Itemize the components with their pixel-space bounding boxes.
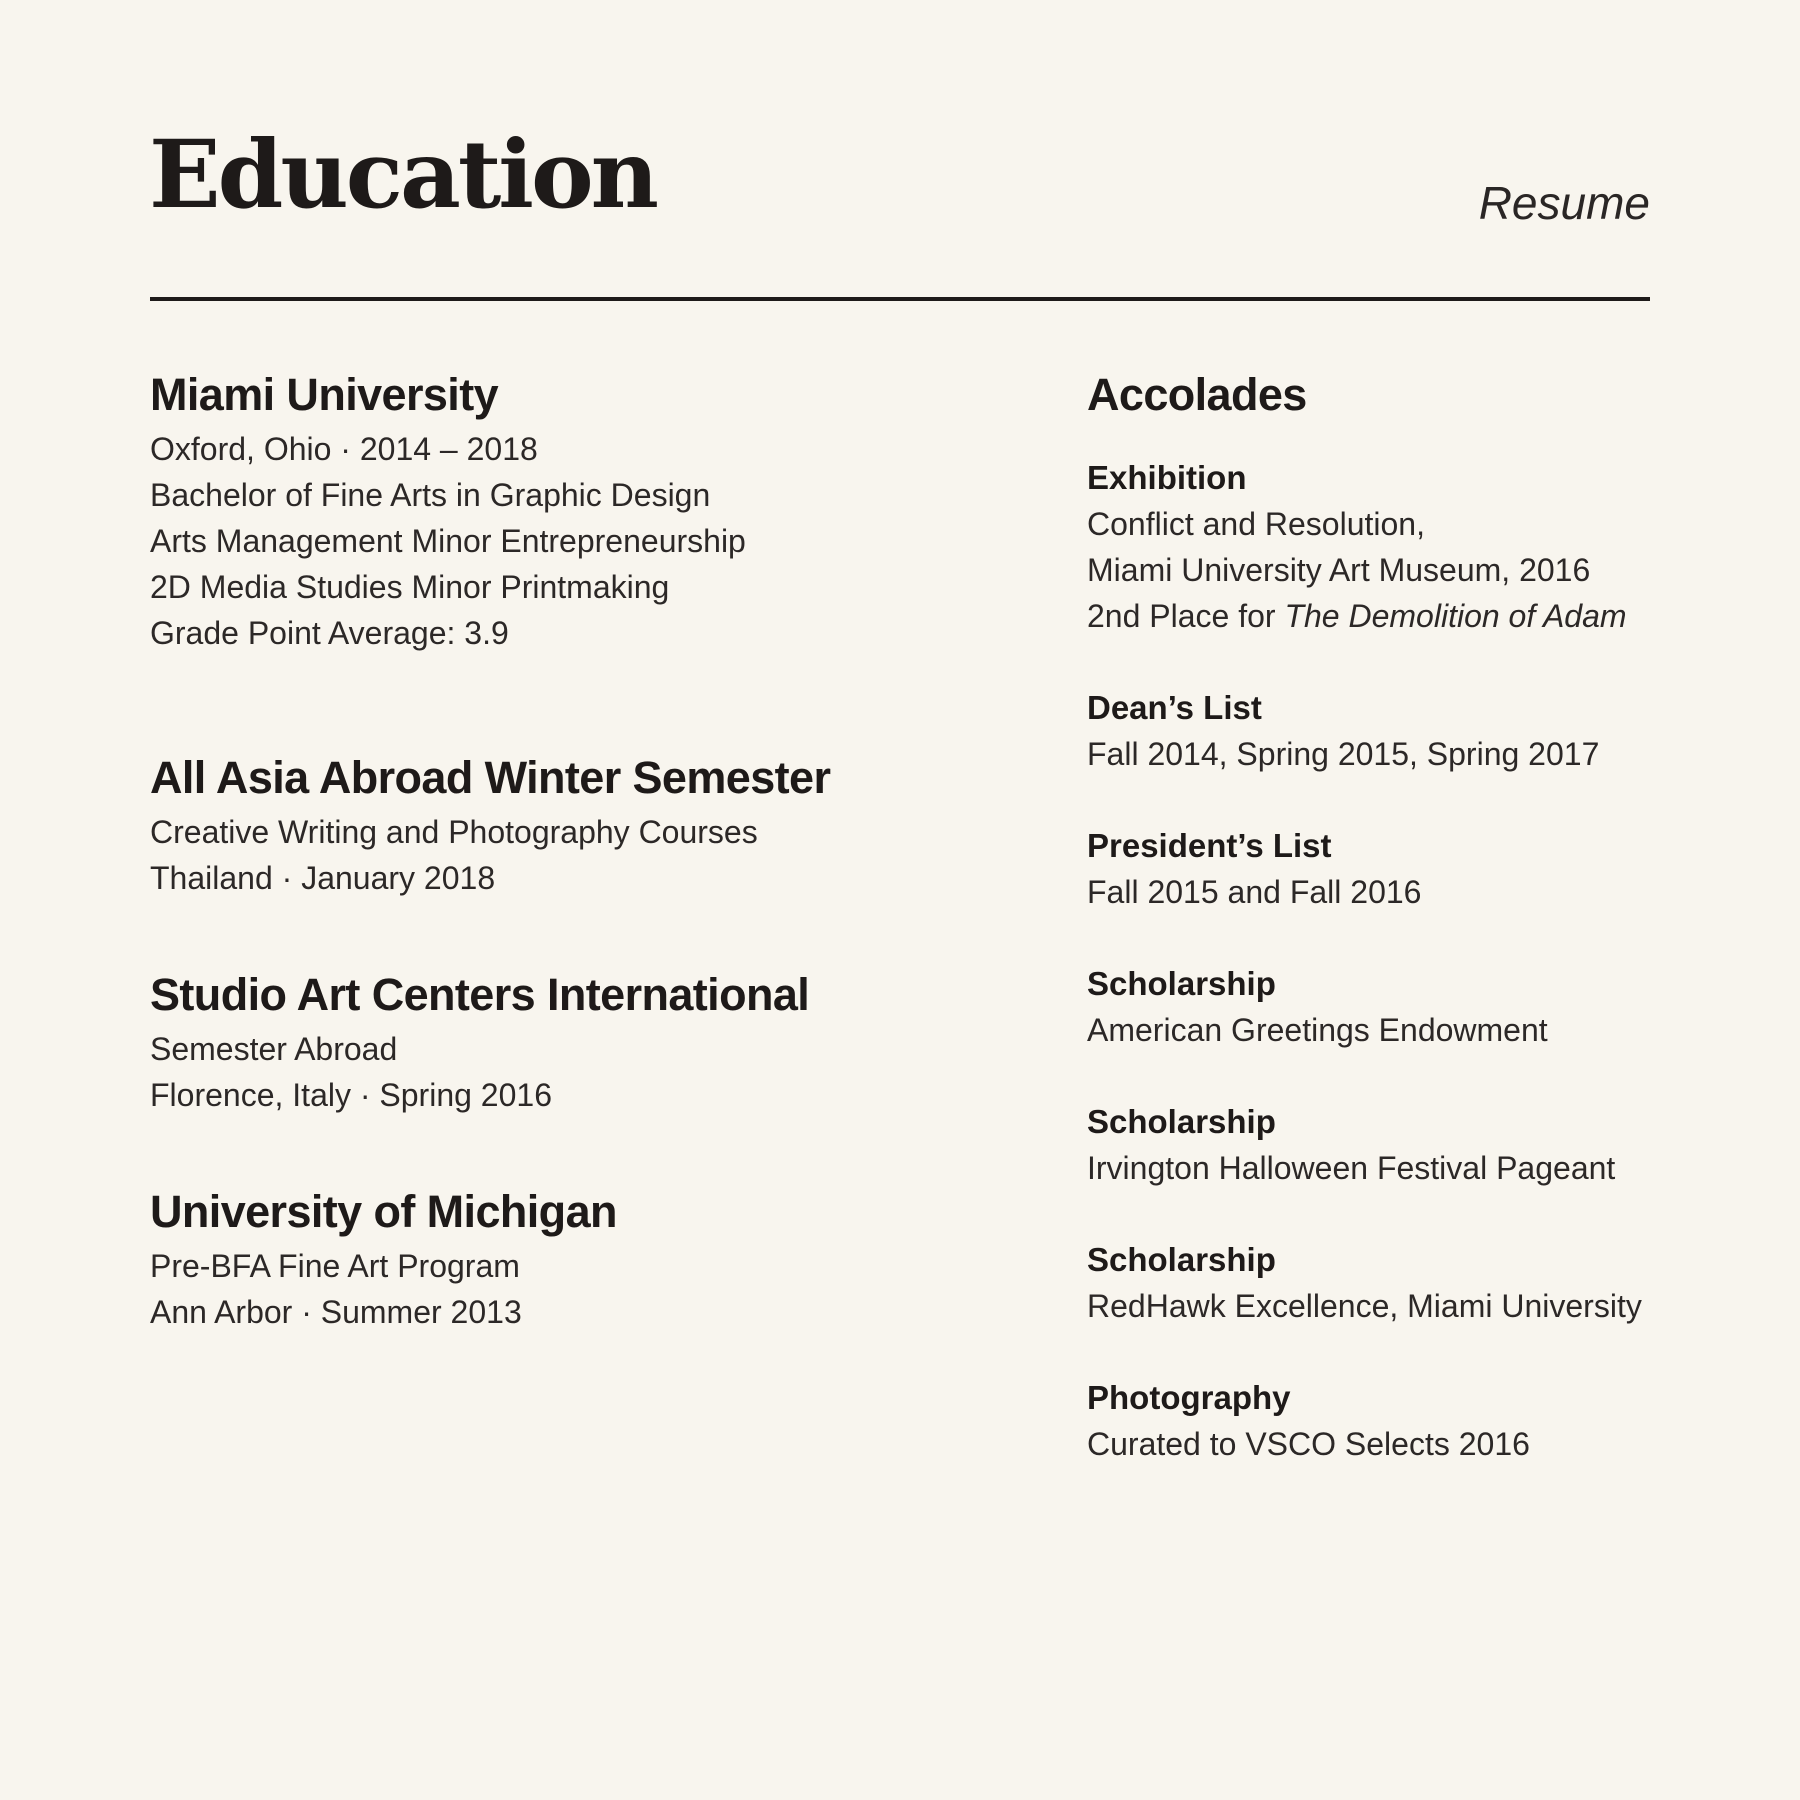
education-detail: Oxford, Ohio · 2014 – 2018 [150,431,538,467]
accolade-category: Scholarship [1087,1241,1276,1278]
education-detail: Pre-BFA Fine Art Program [150,1248,520,1284]
institution-name: Miami University [150,369,499,420]
accolade-detail: Curated to VSCO Selects 2016 [1087,1426,1530,1462]
accolade-category: Photography [1087,1379,1291,1416]
accolade-detail: RedHawk Excellence, Miami University [1087,1288,1642,1324]
education-detail: Florence, Italy · Spring 2016 [150,1077,552,1113]
accolades-heading: Accolades [1087,369,1307,420]
education-detail: Semester Abroad [150,1031,398,1067]
award-prefix: 2nd Place for [1087,598,1285,634]
accolade-detail: Miami University Art Museum, 2016 [1087,552,1591,588]
education-detail: Grade Point Average: 3.9 [150,615,509,651]
education-entry [150,747,1030,901]
accolade-detail: American Greetings Endowment [1087,1012,1548,1048]
accolade-category: Dean’s List [1087,689,1262,726]
page-label: Resume [1478,177,1650,229]
education-detail: Thailand · January 2018 [150,860,496,896]
accolade-category: Scholarship [1087,1103,1276,1140]
institution-name: Studio Art Centers International [150,969,810,1020]
accolade-item [1087,1237,1707,1329]
accolade-item [1087,1099,1707,1191]
accolade-item [1087,823,1707,915]
accolade-item [1087,1375,1707,1467]
accolade-category: Exhibition [1087,459,1247,496]
award-work-title: The Demolition of Adam [1284,598,1627,634]
accolade-item [1087,961,1707,1053]
accolades-section [1087,364,1707,1467]
accolade-award [1087,593,1707,639]
education-entry [150,964,1030,1118]
institution-name: University of Michigan [150,1186,617,1237]
education-entry [150,364,1030,656]
education-entry [150,1181,1030,1335]
education-detail: Creative Writing and Photography Courses [150,814,758,850]
accolade-detail: Conflict and Resolution, [1087,506,1425,542]
accolade-detail: Fall 2014, Spring 2015, Spring 2017 [1087,736,1600,772]
accolade-category: Scholarship [1087,965,1276,1002]
education-detail: Arts Management Minor Entrepreneurship [150,523,746,559]
education-detail: Bachelor of Fine Arts in Graphic Design [150,477,711,513]
accolade-item [1087,455,1707,639]
education-detail: 2D Media Studies Minor Printmaking [150,569,670,605]
education-list [150,364,1030,1335]
accolade-detail: Fall 2015 and Fall 2016 [1087,874,1422,910]
accolade-category: President’s List [1087,827,1332,864]
education-detail: Ann Arbor · Summer 2013 [150,1294,522,1330]
accolade-item [1087,685,1707,777]
page-title: Education [149,120,657,230]
accolade-detail: Irvington Halloween Festival Pageant [1087,1150,1616,1186]
institution-name: All Asia Abroad Winter Semester [150,752,831,803]
header-divider [150,297,1650,301]
